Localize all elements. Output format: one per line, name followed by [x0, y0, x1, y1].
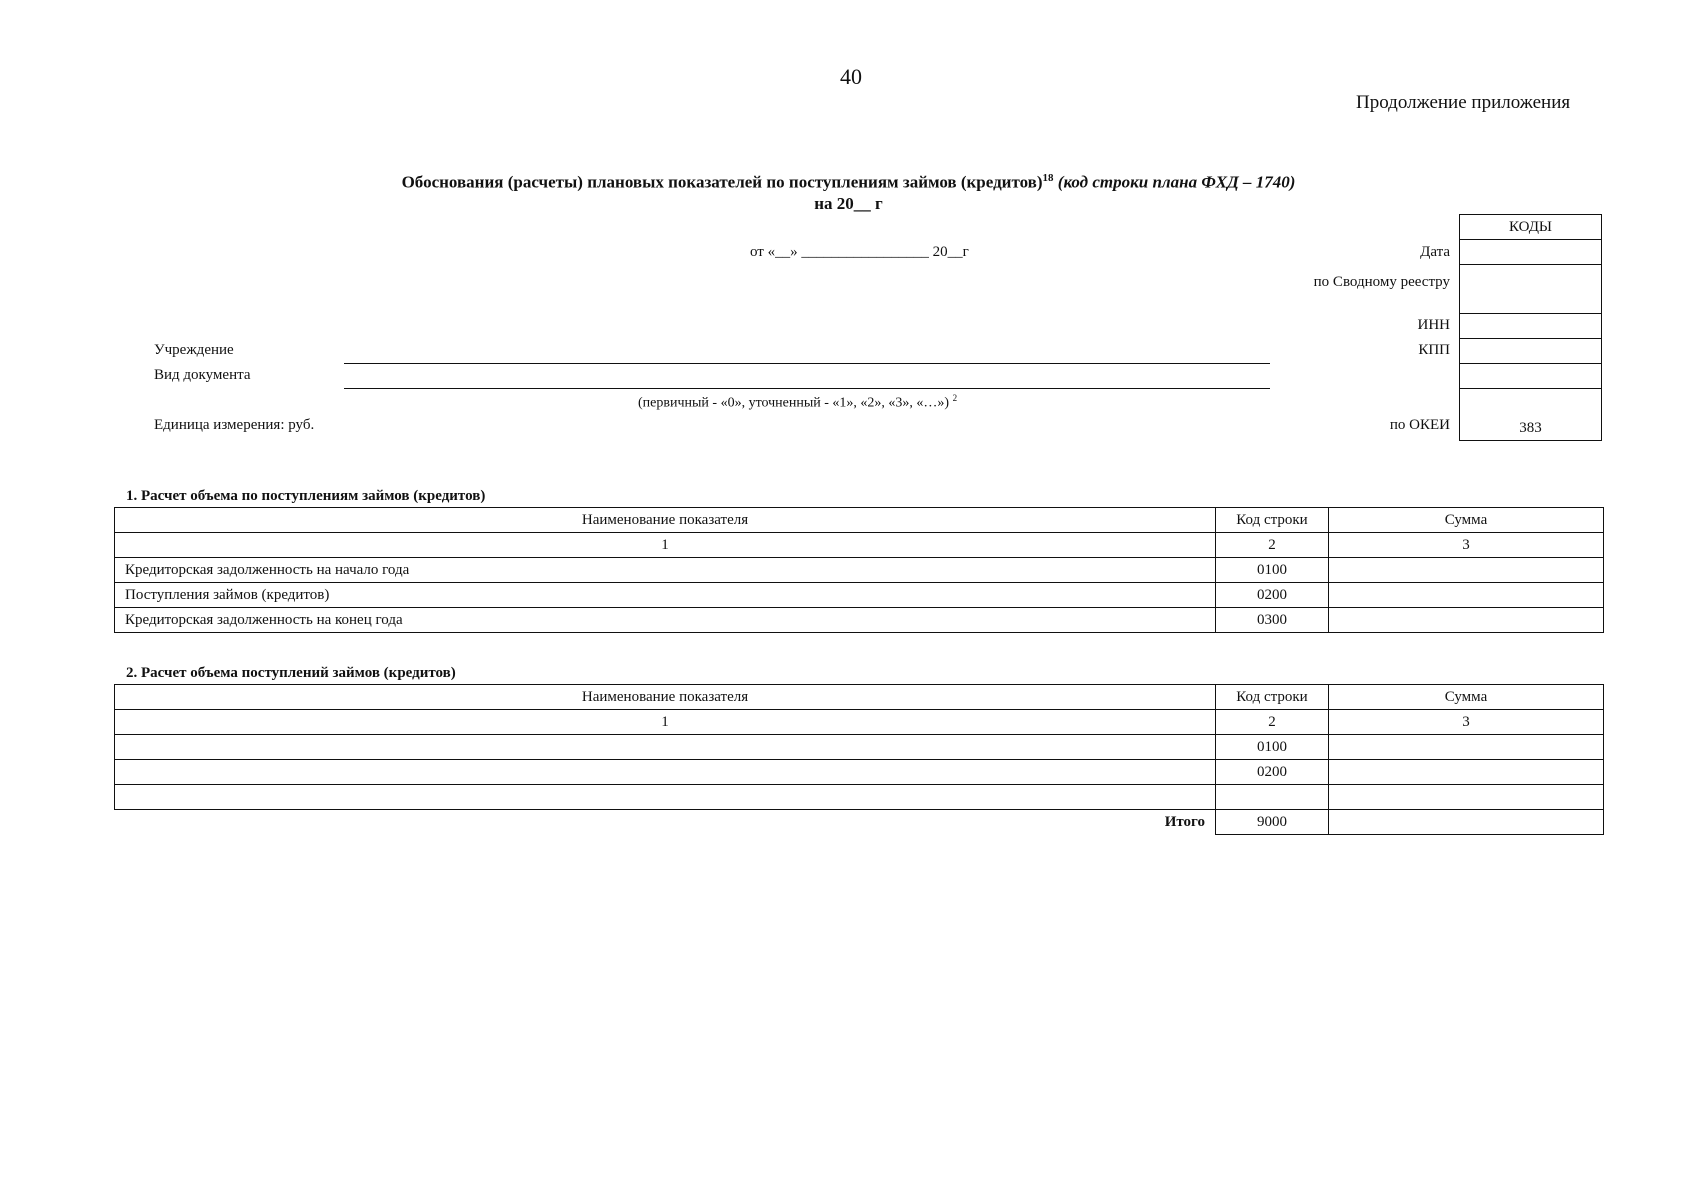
doc-type-note-text: (первичный - «0», уточненный - «1», «2», «3», «…»)	[638, 395, 950, 411]
total-code: 9000	[1216, 810, 1329, 835]
header-code: Код строки	[1216, 508, 1329, 533]
codes-header: КОДЫ	[1460, 215, 1602, 240]
row-code: 0200	[1216, 760, 1329, 785]
total-sum[interactable]	[1329, 810, 1604, 835]
column-number: 3	[1329, 710, 1604, 735]
row-name[interactable]	[115, 735, 1216, 760]
row-sum[interactable]	[1329, 735, 1604, 760]
row-name: Кредиторская задолженность на конец года	[115, 608, 1216, 633]
column-number: 2	[1216, 710, 1329, 735]
header-sum: Сумма	[1329, 685, 1604, 710]
row-name: Поступления займов (кредитов)	[115, 583, 1216, 608]
header-name: Наименование показателя	[115, 685, 1216, 710]
row-sum[interactable]	[1329, 785, 1604, 810]
title-footnote-ref: 18	[1042, 172, 1054, 184]
table-header-row	[115, 685, 1604, 710]
doc-type-note	[638, 393, 957, 412]
table-row	[115, 735, 1604, 760]
institution-line	[344, 363, 1270, 364]
label-kpp: КПП	[1418, 342, 1450, 358]
label-inn: ИНН	[1417, 317, 1450, 333]
row-sum[interactable]	[1329, 558, 1604, 583]
label-unit: Единица измерения: руб.	[154, 417, 315, 433]
document-subtitle: на 20__ г	[814, 194, 883, 213]
section2-title: 2. Расчет объема поступлений займов (кредитов)	[126, 665, 456, 681]
row-code: 0200	[1216, 583, 1329, 608]
row-sum[interactable]	[1329, 608, 1604, 633]
code-okei-cell: 383	[1460, 389, 1602, 441]
table-total-row	[115, 810, 1604, 835]
table-row	[115, 608, 1604, 633]
section1-table	[114, 507, 1604, 633]
row-code	[1216, 785, 1329, 810]
continuation-label: Продолжение приложения	[1356, 92, 1571, 113]
column-number: 1	[115, 533, 1216, 558]
total-label: Итого	[1164, 813, 1205, 830]
document-title	[0, 172, 1697, 193]
date-line: от «__» _________________ 20__г	[750, 244, 969, 260]
row-sum[interactable]	[1329, 583, 1604, 608]
row-name[interactable]	[115, 785, 1216, 810]
code-inn-cell	[1460, 314, 1602, 339]
table-header-row	[115, 508, 1604, 533]
header-name: Наименование показателя	[115, 508, 1216, 533]
row-sum[interactable]	[1329, 760, 1604, 785]
row-name[interactable]	[115, 760, 1216, 785]
page-number: 40	[840, 64, 862, 89]
label-doc-type: Вид документа	[154, 367, 251, 383]
row-name: Кредиторская задолженность на начало года	[115, 558, 1216, 583]
header-code: Код строки	[1216, 685, 1329, 710]
doc-type-note-sup: 2	[952, 393, 958, 403]
table-row	[115, 760, 1604, 785]
title-plan-code: (код строки плана ФХД – 1740)	[1053, 172, 1296, 192]
section1-title: 1. Расчет объема по поступлениям займов (кредитов)	[126, 488, 486, 504]
label-okei: по ОКЕИ	[1389, 417, 1450, 433]
code-date-cell	[1460, 240, 1602, 265]
label-registry: по Сводному реестру	[1313, 274, 1450, 290]
doc-type-line	[344, 388, 1270, 389]
column-number: 3	[1329, 533, 1604, 558]
label-institution: Учреждение	[154, 342, 234, 358]
table-row	[115, 583, 1604, 608]
section2-table	[114, 684, 1604, 835]
header-sum: Сумма	[1329, 508, 1604, 533]
table-number-row	[115, 533, 1604, 558]
column-number: 1	[115, 710, 1216, 735]
column-number: 2	[1216, 533, 1329, 558]
table-row	[115, 785, 1604, 810]
code-registry-cell	[1460, 265, 1602, 314]
table-row	[115, 558, 1604, 583]
row-code: 0300	[1216, 608, 1329, 633]
code-doc-type-cell	[1460, 364, 1602, 389]
codes-box	[1459, 214, 1602, 441]
title-main: Обоснования (расчеты) плановых показателей по поступлениям займов (кредитов)	[401, 172, 1043, 192]
row-code: 0100	[1216, 558, 1329, 583]
label-date: Дата	[1420, 244, 1450, 260]
table-number-row	[115, 710, 1604, 735]
row-code: 0100	[1216, 735, 1329, 760]
code-kpp-cell	[1460, 339, 1602, 364]
